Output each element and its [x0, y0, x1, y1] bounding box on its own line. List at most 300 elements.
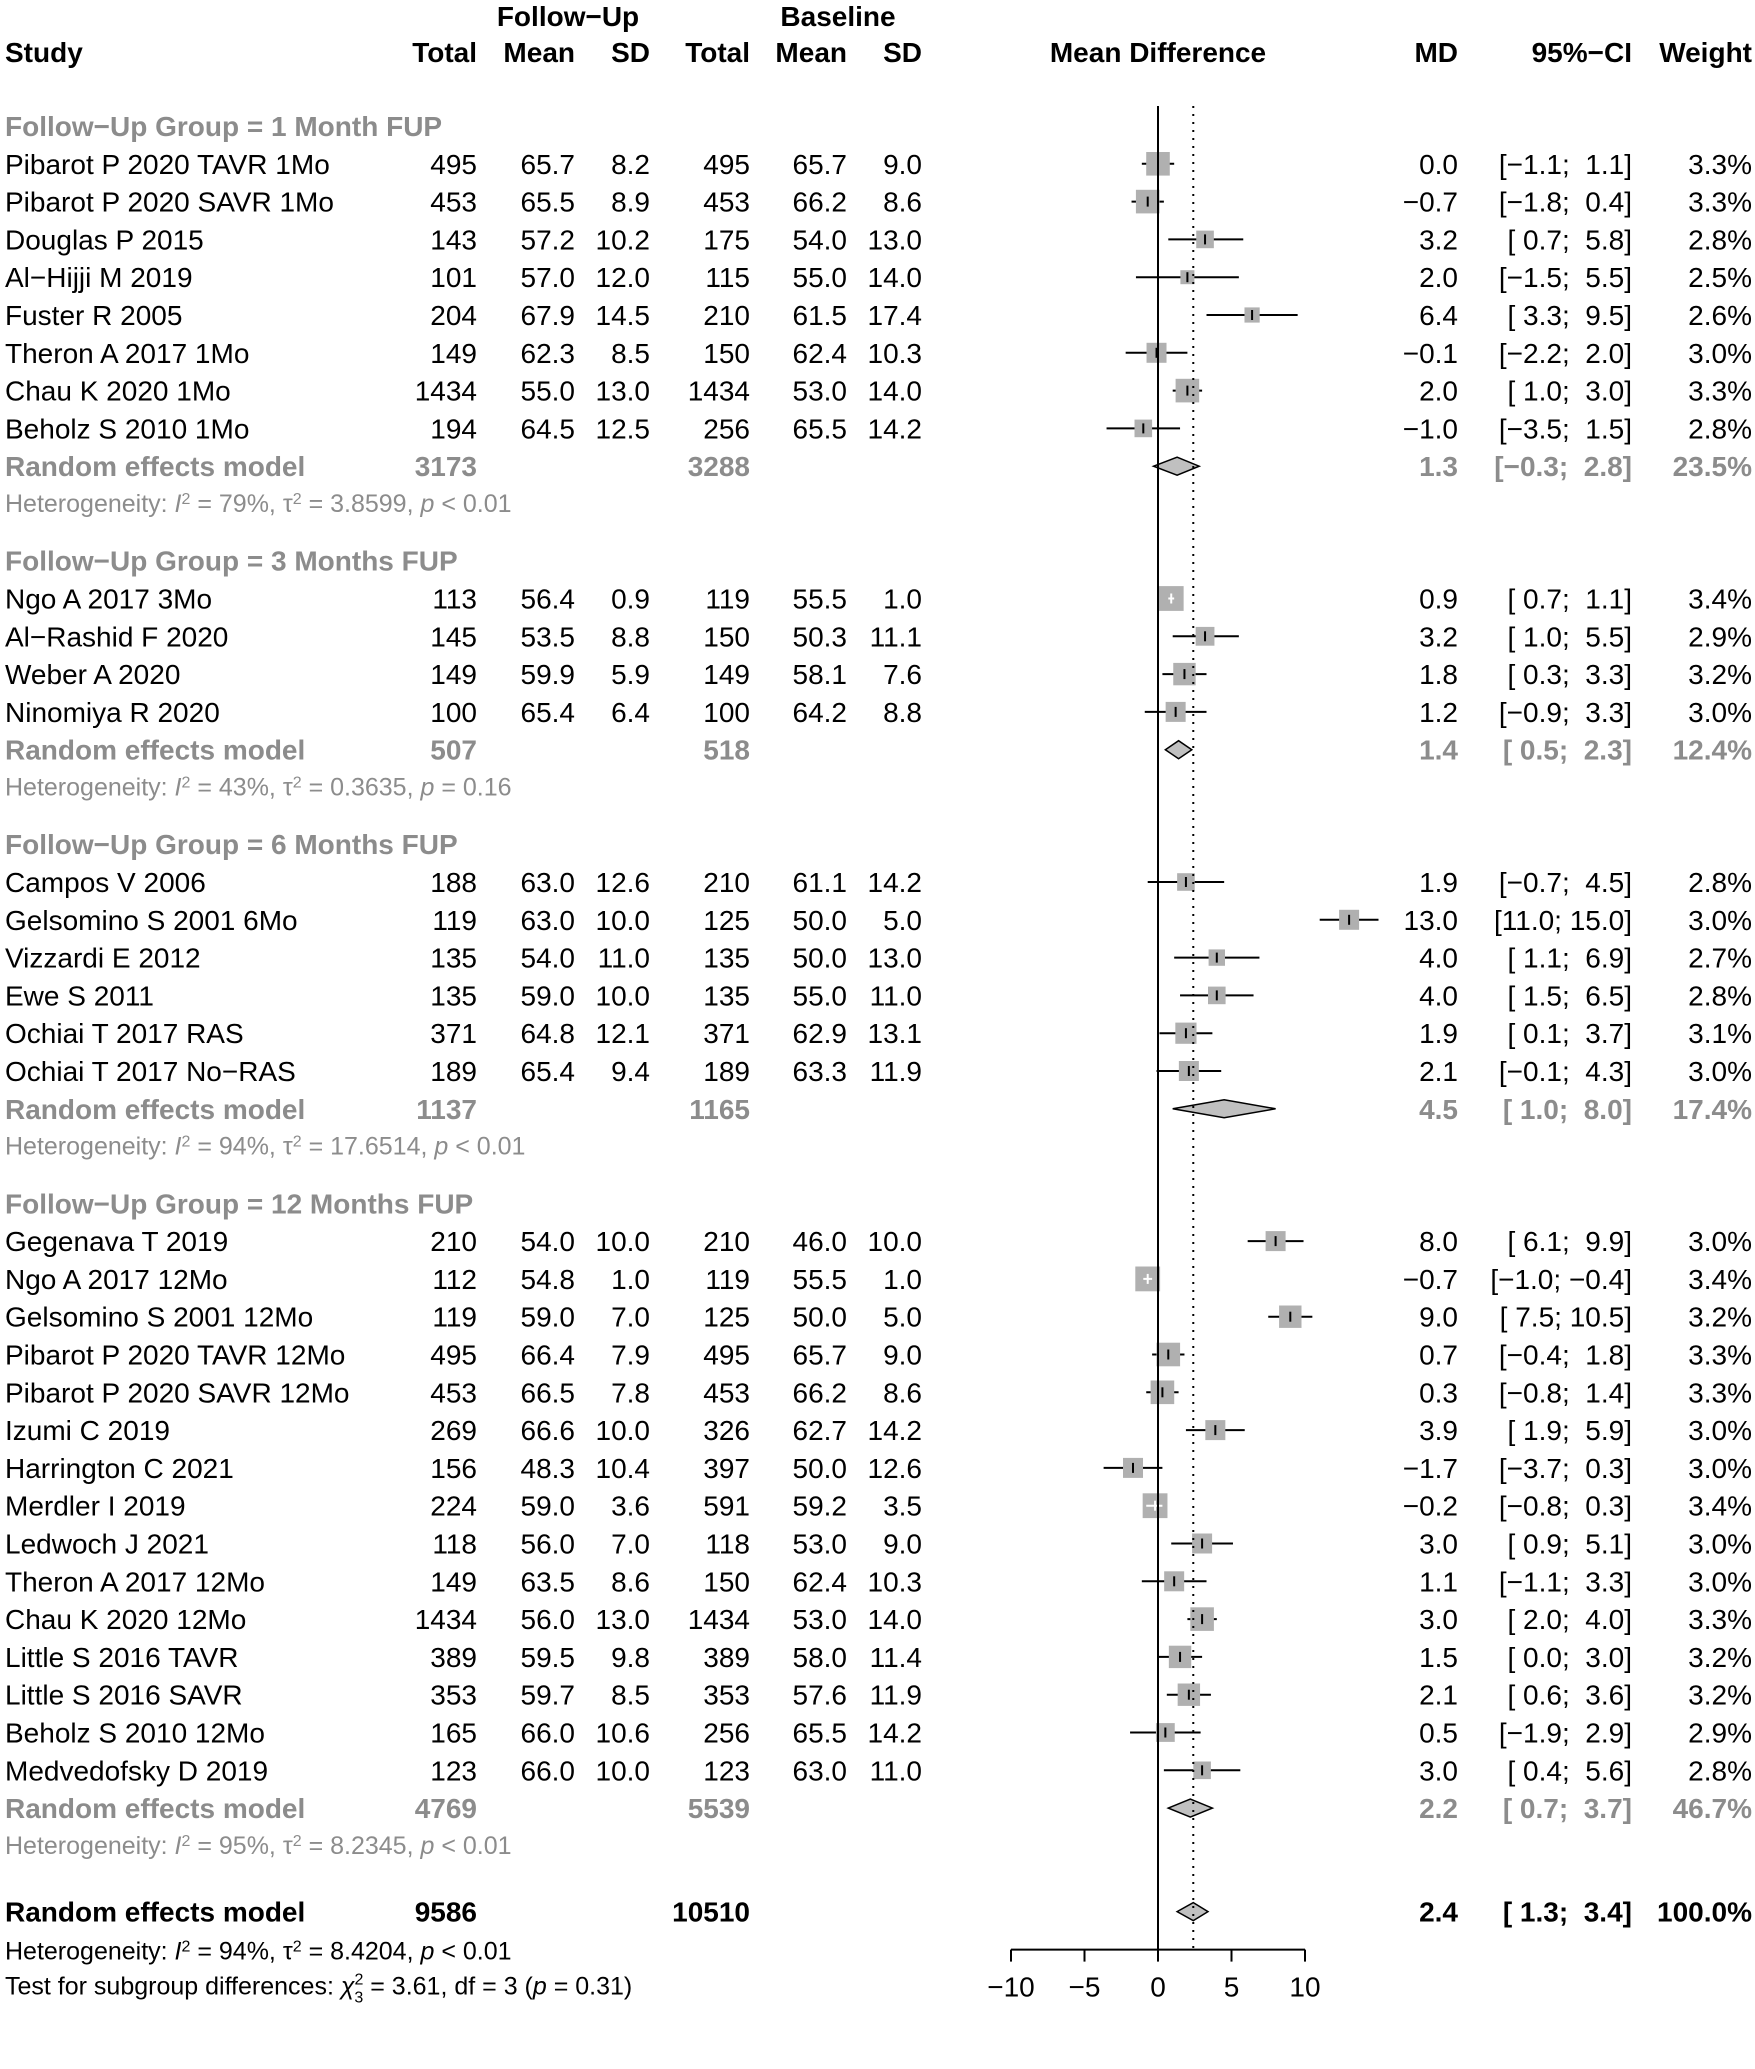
- ci-value: [ 0.6; 3.6]: [1507, 1679, 1632, 1711]
- md-value: 3.2: [1419, 224, 1458, 256]
- bl-mean: 62.9: [792, 1018, 847, 1050]
- bl-sd: 8.8: [883, 696, 922, 728]
- weight-value: 3.3%: [1688, 375, 1752, 407]
- md-value: 8.0: [1419, 1226, 1458, 1258]
- bl-total: 149: [703, 659, 750, 691]
- bl-mean: 55.0: [792, 262, 847, 294]
- study-name: Ochiai T 2017 No−RAS: [5, 1056, 296, 1087]
- bl-mean: 50.0: [792, 1452, 847, 1484]
- subgroup-heading: Follow−Up Group = 3 Months FUP: [5, 545, 458, 577]
- bl-total: 119: [705, 1263, 750, 1295]
- bl-total: 453: [703, 186, 750, 218]
- weight-value: 3.2%: [1688, 1301, 1752, 1333]
- md-value: −0.2: [1402, 1490, 1458, 1522]
- md-value: −0.7: [1402, 1263, 1458, 1295]
- fu-mean: 59.9: [520, 659, 575, 691]
- header-group-followup: Follow−Up: [496, 1, 640, 32]
- md-value: 1.2: [1419, 696, 1458, 728]
- fu-sd: 11.0: [597, 942, 650, 974]
- ci-value: [ 0.7; 1.1]: [1507, 583, 1632, 615]
- bl-sd: 9.0: [883, 1528, 922, 1560]
- summary-md: 1.3: [1419, 451, 1458, 483]
- study-name: Beholz S 2010 1Mo: [5, 413, 250, 445]
- summary-bl-total: 5539: [687, 1793, 750, 1825]
- md-value: 1.8: [1419, 659, 1458, 691]
- bl-total: 150: [703, 621, 750, 653]
- summary-md: 2.2: [1419, 1793, 1458, 1825]
- weight-value: 2.8%: [1688, 867, 1752, 898]
- fu-total: 495: [430, 1339, 477, 1371]
- header-fu-mean: Mean: [503, 37, 575, 68]
- bl-sd: 14.0: [867, 1604, 922, 1636]
- md-value: −0.7: [1402, 186, 1458, 218]
- bl-mean: 61.5: [792, 300, 847, 331]
- weight-value: 3.0%: [1688, 1226, 1752, 1258]
- summary-fu-total: 4769: [414, 1793, 477, 1825]
- ci-value: [ 3.3; 9.5]: [1507, 300, 1632, 331]
- study-name: Ngo A 2017 3Mo: [5, 583, 213, 615]
- header-bl-mean: Mean: [775, 37, 847, 68]
- md-value: 0.0: [1419, 148, 1458, 180]
- bl-total: 135: [703, 980, 750, 1012]
- fu-total: 113: [432, 583, 477, 615]
- fu-total: 156: [430, 1452, 477, 1484]
- fu-mean: 59.7: [520, 1679, 575, 1711]
- study-name: Gelsomino S 2001 6Mo: [5, 904, 298, 936]
- md-value: 1.5: [1419, 1641, 1458, 1673]
- bl-total: 175: [703, 224, 750, 256]
- bl-sd: 10.0: [867, 1226, 922, 1258]
- weight-value: 2.9%: [1688, 1717, 1752, 1749]
- bl-mean: 62.7: [792, 1415, 847, 1447]
- weight-value: 3.0%: [1688, 1415, 1752, 1447]
- bl-total: 210: [703, 300, 750, 331]
- fu-sd: 10.4: [595, 1452, 650, 1484]
- ci-value: [−0.7; 4.5]: [1498, 867, 1632, 898]
- bl-sd: 11.9: [869, 1679, 922, 1711]
- weight-value: 3.0%: [1688, 1056, 1752, 1087]
- fu-sd: 8.6: [611, 1566, 650, 1598]
- md-value: 0.9: [1419, 583, 1458, 615]
- ci-value: [ 1.0; 3.0]: [1507, 375, 1632, 407]
- bl-sd: 14.2: [867, 867, 922, 898]
- study-name: Little S 2016 SAVR: [5, 1679, 243, 1711]
- fu-total: 123: [430, 1755, 477, 1787]
- fu-total: 119: [432, 1301, 477, 1333]
- bl-mean: 53.0: [792, 375, 847, 407]
- ci-value: [ 1.1; 6.9]: [1507, 942, 1632, 974]
- weight-value: 3.0%: [1688, 1452, 1752, 1484]
- fu-mean: 65.7: [520, 148, 575, 180]
- fu-mean: 62.3: [520, 337, 575, 369]
- summary-weight: 12.4%: [1672, 734, 1752, 766]
- header-fu-total: Total: [412, 37, 477, 68]
- weight-value: 3.3%: [1688, 148, 1752, 180]
- ci-value: [−0.8; 1.4]: [1498, 1377, 1632, 1409]
- fu-sd: 8.5: [611, 1679, 650, 1711]
- ci-value: [−1.0; −0.4]: [1490, 1263, 1632, 1295]
- bl-total: 135: [703, 942, 750, 974]
- fu-total: 145: [430, 621, 477, 653]
- fu-mean: 59.5: [520, 1641, 575, 1673]
- weight-value: 2.8%: [1688, 1755, 1752, 1787]
- summary-label: Random effects model: [5, 1093, 306, 1125]
- ci-value: [ 0.4; 5.6]: [1507, 1755, 1632, 1787]
- weight-value: 3.4%: [1688, 583, 1752, 615]
- bl-sd: 14.2: [867, 413, 922, 445]
- ci-value: [−1.1; 3.3]: [1498, 1566, 1632, 1598]
- fu-total: 194: [430, 413, 477, 445]
- ci-value: [ 1.0; 5.5]: [1507, 621, 1632, 653]
- x-axis-tick-label: 5: [1223, 1971, 1240, 2003]
- summary-weight: 17.4%: [1672, 1093, 1752, 1125]
- ci-value: [ 0.0; 3.0]: [1507, 1641, 1632, 1673]
- table-rows: [5, 111, 1752, 2007]
- ci-value: [−1.1; 1.1]: [1498, 148, 1632, 180]
- fu-total: 453: [430, 186, 477, 218]
- bl-mean: 58.0: [792, 1641, 847, 1673]
- study-name: Campos V 2006: [5, 867, 206, 898]
- fu-total: 453: [430, 1377, 477, 1409]
- fu-total: 149: [430, 659, 477, 691]
- bl-total: 453: [703, 1377, 750, 1409]
- fu-mean: 66.5: [520, 1377, 575, 1409]
- fu-sd: 10.0: [595, 1755, 650, 1787]
- fu-mean: 55.0: [520, 375, 575, 407]
- bl-sd: 11.1: [869, 621, 922, 653]
- weight-value: 3.0%: [1688, 904, 1752, 936]
- weight-value: 3.4%: [1688, 1490, 1752, 1522]
- bl-total: 115: [705, 262, 750, 294]
- bl-sd: 13.0: [867, 942, 922, 974]
- summary-diamond: [1168, 1799, 1212, 1817]
- x-axis-tick-label: 0: [1150, 1971, 1166, 2003]
- fu-sd: 10.0: [595, 980, 650, 1012]
- md-value: 13.0: [1403, 904, 1458, 936]
- bl-total: 210: [703, 867, 750, 898]
- fu-sd: 10.0: [595, 1415, 650, 1447]
- fu-sd: 9.8: [611, 1641, 650, 1673]
- ci-value: [−1.9; 2.9]: [1498, 1717, 1632, 1749]
- study-name: Ochiai T 2017 RAS: [5, 1018, 244, 1050]
- ci-value: [−3.7; 0.3]: [1498, 1452, 1632, 1484]
- fu-mean: 53.5: [520, 621, 575, 653]
- fu-total: 495: [430, 148, 477, 180]
- bl-total: 1434: [687, 1604, 750, 1636]
- md-value: 0.3: [1419, 1377, 1458, 1409]
- bl-mean: 46.0: [792, 1226, 847, 1258]
- bl-total: 256: [703, 1717, 750, 1749]
- md-value: 3.0: [1419, 1528, 1458, 1560]
- x-axis-tick-label: 10: [1289, 1971, 1321, 2003]
- md-value: 4.0: [1419, 980, 1458, 1012]
- weight-value: 3.3%: [1688, 1604, 1752, 1636]
- fu-total: 112: [432, 1263, 477, 1295]
- study-name: Gelsomino S 2001 12Mo: [5, 1301, 314, 1333]
- fu-total: 269: [430, 1415, 477, 1447]
- fu-total: 371: [430, 1018, 477, 1050]
- header-study: Study: [5, 37, 83, 68]
- fu-total: 188: [430, 867, 477, 898]
- fu-total: 135: [430, 980, 477, 1012]
- bl-total: 371: [703, 1018, 750, 1050]
- fu-sd: 7.0: [611, 1528, 650, 1560]
- fu-sd: 12.5: [595, 413, 650, 445]
- bl-mean: 53.0: [792, 1528, 847, 1560]
- fu-total: 118: [432, 1528, 477, 1560]
- md-value: 2.0: [1419, 262, 1458, 294]
- fu-total: 100: [430, 696, 477, 728]
- summary-fu-total: 3173: [414, 451, 477, 483]
- fu-mean: 66.6: [520, 1415, 575, 1447]
- summary-weight: 100.0%: [1657, 1896, 1752, 1928]
- bl-mean: 55.0: [792, 980, 847, 1012]
- ci-value: [ 0.3; 3.3]: [1507, 659, 1632, 691]
- bl-sd: 11.0: [869, 980, 922, 1012]
- md-value: 4.0: [1419, 942, 1458, 974]
- weight-value: 3.0%: [1688, 1566, 1752, 1598]
- overall-heterogeneity: Heterogeneity: $I^2 = 94\%$, $\tau^2 = 8.4204$, p < 0.01: [5, 1937, 512, 1966]
- ci-value: [ 2.0; 4.0]: [1507, 1604, 1632, 1636]
- bl-sd: 11.4: [869, 1641, 922, 1673]
- fu-sd: 13.0: [595, 1604, 650, 1636]
- ci-value: [11.0; 15.0]: [1493, 904, 1632, 936]
- fu-mean: 57.0: [520, 262, 575, 294]
- summary-fu-total: 1137: [416, 1093, 477, 1125]
- study-name: Gegenava T 2019: [5, 1226, 229, 1258]
- fu-total: 101: [430, 262, 477, 294]
- bl-sd: 11.0: [869, 1755, 922, 1787]
- fu-total: 119: [432, 904, 477, 936]
- bl-total: 118: [705, 1528, 750, 1560]
- study-name: Harrington C 2021: [5, 1452, 234, 1484]
- md-value: −0.1: [1402, 337, 1458, 369]
- summary-ci: [ 1.0; 8.0]: [1502, 1093, 1632, 1125]
- fu-mean: 56.0: [520, 1528, 575, 1560]
- weight-value: 3.3%: [1688, 1377, 1752, 1409]
- bl-total: 150: [703, 1566, 750, 1598]
- weight-value: 3.2%: [1688, 1641, 1752, 1673]
- weight-value: 3.0%: [1688, 1528, 1752, 1560]
- fu-mean: 54.0: [520, 1226, 575, 1258]
- study-name: Little S 2016 TAVR: [5, 1641, 239, 1673]
- header-effect: Mean Difference: [1049, 37, 1267, 68]
- fu-total: 210: [430, 1226, 477, 1258]
- x-axis-tick-label: −10: [987, 1971, 1035, 2003]
- ci-value: [−0.1; 4.3]: [1498, 1056, 1632, 1087]
- study-name: Merdler I 2019: [5, 1490, 186, 1522]
- summary-bl-total: 10510: [672, 1896, 750, 1928]
- bl-sd: 11.9: [869, 1056, 922, 1087]
- subgroup-test: Test for subgroup differences: $\chi^2$ 3 = 3.61, df = 3 (p = 0.31): [5, 1971, 633, 2007]
- fu-mean: 66.0: [520, 1755, 575, 1787]
- bl-mean: 65.5: [792, 413, 847, 445]
- study-name: Medvedofsky D 2019: [5, 1755, 269, 1787]
- fu-sd: 10.6: [595, 1717, 650, 1749]
- fu-total: 149: [430, 337, 477, 369]
- fu-mean: 67.9: [520, 300, 575, 331]
- weight-value: 3.3%: [1688, 1339, 1752, 1371]
- x-axis-tick-label: −5: [1068, 1971, 1101, 2003]
- bl-total: 495: [703, 148, 750, 180]
- bl-sd: 9.0: [883, 148, 922, 180]
- subgroup-heterogeneity: Heterogeneity: $I^2 = 95\%$, $\tau^2 = 8.2345$, p < 0.01: [5, 1831, 512, 1860]
- ci-value: [−1.8; 0.4]: [1498, 186, 1632, 218]
- bl-sd: 9.0: [883, 1339, 922, 1371]
- bl-sd: 10.3: [867, 337, 922, 369]
- bl-mean: 55.5: [792, 583, 847, 615]
- bl-mean: 54.0: [792, 224, 847, 256]
- md-value: −1.0: [1402, 413, 1458, 445]
- bl-total: 210: [703, 1226, 750, 1258]
- fu-total: 1434: [414, 1604, 477, 1636]
- bl-sd: 10.3: [867, 1566, 922, 1598]
- summary-ci: [ 0.7; 3.7]: [1502, 1793, 1632, 1825]
- fu-sd: 6.4: [611, 696, 650, 728]
- summary-label: Random effects model: [5, 451, 306, 483]
- fu-sd: 9.4: [611, 1056, 650, 1087]
- bl-mean: 58.1: [792, 659, 847, 691]
- summary-label: Random effects model: [5, 1896, 306, 1928]
- summary-md: 2.4: [1419, 1896, 1458, 1928]
- ci-value: [−0.9; 3.3]: [1498, 696, 1632, 728]
- header-weight: Weight: [1659, 37, 1752, 68]
- bl-total: 1434: [687, 375, 750, 407]
- summary-md: 4.5: [1419, 1093, 1458, 1125]
- summary-bl-total: 518: [703, 734, 750, 766]
- fu-total: 165: [430, 1717, 477, 1749]
- fu-sd: 7.8: [611, 1377, 650, 1409]
- fu-sd: 0.9: [611, 583, 650, 615]
- bl-total: 353: [703, 1679, 750, 1711]
- fu-mean: 63.0: [520, 867, 575, 898]
- bl-sd: 5.0: [883, 1301, 922, 1333]
- bl-sd: 14.2: [867, 1717, 922, 1749]
- study-name: Al−Hijji M 2019: [5, 262, 193, 294]
- header-md: MD: [1414, 37, 1458, 68]
- fu-sd: 8.9: [611, 186, 650, 218]
- fu-total: 224: [430, 1490, 477, 1522]
- fu-mean: 59.0: [520, 980, 575, 1012]
- fu-mean: 54.8: [520, 1263, 575, 1295]
- header-bl-sd: SD: [883, 37, 922, 68]
- bl-total: 397: [703, 1452, 750, 1484]
- fu-mean: 54.0: [520, 942, 575, 974]
- md-value: 0.7: [1419, 1339, 1458, 1371]
- fu-mean: 59.0: [520, 1301, 575, 1333]
- md-value: 2.1: [1419, 1679, 1458, 1711]
- summary-fu-total: 507: [430, 734, 477, 766]
- bl-total: 125: [703, 1301, 750, 1333]
- fu-mean: 57.2: [520, 224, 575, 256]
- subgroup-heading: Follow−Up Group = 12 Months FUP: [5, 1188, 474, 1220]
- fu-sd: 14.5: [595, 300, 650, 331]
- fu-sd: 1.0: [611, 1263, 650, 1295]
- md-value: 1.9: [1419, 1018, 1458, 1050]
- subgroup-heterogeneity: Heterogeneity: $I^2 = 94\%$, $\tau^2 = 17.6514$, p < 0.01: [5, 1132, 526, 1161]
- md-value: 3.9: [1419, 1415, 1458, 1447]
- fu-total: 189: [430, 1056, 477, 1087]
- fu-sd: 3.6: [611, 1490, 650, 1522]
- study-name: Beholz S 2010 12Mo: [5, 1717, 265, 1749]
- bl-sd: 14.0: [867, 375, 922, 407]
- bl-mean: 55.5: [792, 1263, 847, 1295]
- fu-mean: 64.8: [520, 1018, 575, 1050]
- fu-total: 353: [430, 1679, 477, 1711]
- weight-value: 3.0%: [1688, 337, 1752, 369]
- fu-sd: 12.6: [595, 867, 650, 898]
- md-value: 2.0: [1419, 375, 1458, 407]
- weight-value: 2.6%: [1688, 300, 1752, 331]
- study-name: Chau K 2020 1Mo: [5, 375, 231, 407]
- bl-mean: 50.0: [792, 904, 847, 936]
- fu-mean: 65.5: [520, 186, 575, 218]
- study-name: Al−Rashid F 2020: [5, 621, 229, 653]
- weight-value: 2.9%: [1688, 621, 1752, 653]
- weight-value: 3.2%: [1688, 1679, 1752, 1711]
- md-value: 9.0: [1419, 1301, 1458, 1333]
- subgroup-heterogeneity: Heterogeneity: $I^2 = 79\%$, $\tau^2 = 3.8599$, p < 0.01: [5, 490, 512, 518]
- md-value: 3.0: [1419, 1604, 1458, 1636]
- study-name: Vizzardi E 2012: [5, 942, 201, 974]
- bl-sd: 14.2: [867, 1415, 922, 1447]
- md-value: 3.2: [1419, 621, 1458, 653]
- fu-sd: 8.2: [611, 148, 650, 180]
- study-name: Fuster R 2005: [5, 300, 183, 331]
- fu-sd: 5.9: [611, 659, 650, 691]
- study-name: Ewe S 2011: [5, 980, 154, 1012]
- bl-mean: 62.4: [792, 337, 847, 369]
- study-name: Ngo A 2017 12Mo: [5, 1263, 228, 1295]
- bl-total: 119: [705, 583, 750, 615]
- study-name: Pibarot P 2020 SAVR 12Mo: [5, 1377, 350, 1409]
- md-value: 2.1: [1419, 1056, 1458, 1087]
- bl-total: 150: [703, 337, 750, 369]
- ci-value: [−1.5; 5.5]: [1498, 262, 1632, 294]
- bl-sd: 13.0: [867, 224, 922, 256]
- fu-sd: 10.0: [595, 1226, 650, 1258]
- bl-total: 256: [703, 413, 750, 445]
- summary-weight: 23.5%: [1672, 451, 1752, 483]
- bl-total: 591: [703, 1490, 750, 1522]
- bl-total: 189: [703, 1056, 750, 1087]
- fu-mean: 65.4: [520, 1056, 575, 1087]
- weight-value: 2.5%: [1688, 262, 1752, 294]
- weight-value: 2.8%: [1688, 224, 1752, 256]
- study-name: Ninomiya R 2020: [5, 696, 220, 728]
- ci-value: [ 0.1; 3.7]: [1507, 1018, 1632, 1050]
- summary-label: Random effects model: [5, 734, 306, 766]
- fu-total: 143: [430, 224, 477, 256]
- weight-value: 3.1%: [1688, 1018, 1752, 1050]
- study-name: Pibarot P 2020 TAVR 1Mo: [5, 148, 330, 180]
- weight-value: 3.3%: [1688, 186, 1752, 218]
- summary-label: Random effects model: [5, 1793, 306, 1825]
- subgroup-heading: Follow−Up Group = 1 Month FUP: [5, 111, 443, 142]
- fu-mean: 65.4: [520, 696, 575, 728]
- study-name: Theron A 2017 1Mo: [5, 337, 250, 369]
- bl-sd: 1.0: [883, 583, 922, 615]
- fu-sd: 7.9: [611, 1339, 650, 1371]
- ci-value: [−2.2; 2.0]: [1498, 337, 1632, 369]
- header-bl-total: Total: [685, 37, 750, 68]
- ci-value: [ 6.1; 9.9]: [1507, 1226, 1632, 1258]
- study-name: Weber A 2020: [5, 659, 181, 691]
- subgroup-heading: Follow−Up Group = 6 Months FUP: [5, 829, 458, 861]
- md-value: 0.5: [1419, 1717, 1458, 1749]
- bl-total: 100: [703, 696, 750, 728]
- bl-sd: 14.0: [867, 262, 922, 294]
